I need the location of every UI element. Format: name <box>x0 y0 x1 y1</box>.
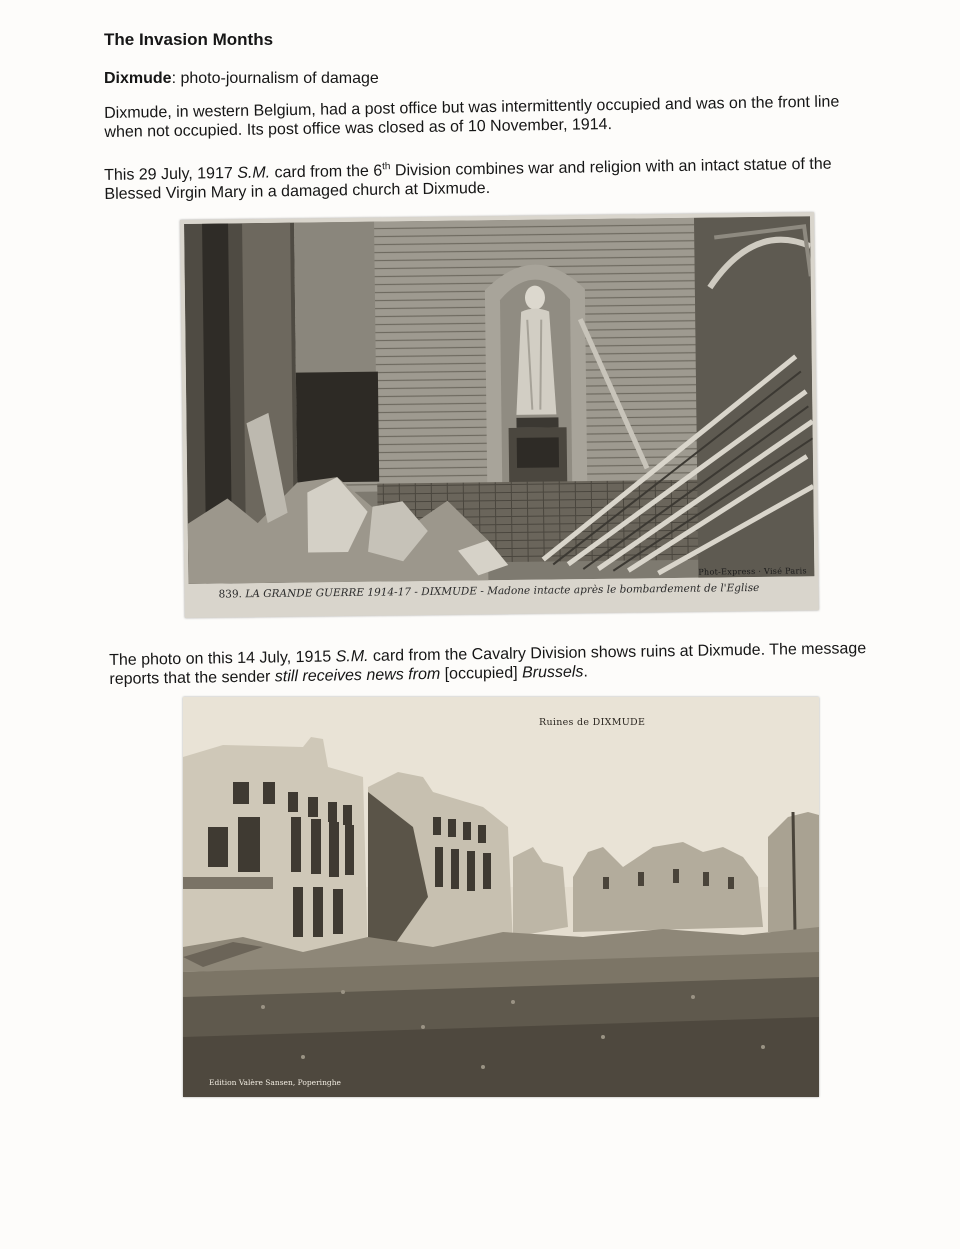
text: The photo on this 14 July, 1915 <box>109 648 336 669</box>
publisher-stamp: Phot-Express · Visé Paris <box>698 566 807 577</box>
text: . <box>583 663 588 681</box>
text: [occupied] <box>440 664 523 683</box>
intro-paragraph: Dixmude, in western Belgium, had a post office but was intermittently occupied and was on the front line when not occupied. Its post office was closed as of 10 November, 1914. <box>104 93 840 141</box>
postcard2-edition: Edition Valère Sansen, Poperinghe <box>209 1078 341 1087</box>
text-italic: still receives news from <box>274 665 441 686</box>
caption-text: LA GRANDE GUERRE 1914-17 - DIXMUDE - Madone intacte après le bombardement de l'Eglise <box>245 581 760 601</box>
postcard-madonna <box>180 212 819 618</box>
card1-description <box>104 154 865 204</box>
page-heading: The Invasion Months <box>104 30 274 49</box>
postcard-ruins <box>183 697 819 1097</box>
text-italic: S.M. <box>237 164 271 182</box>
text: card from the Cavalry Division shows ruins at Dixmude. The message reports that the sender <box>109 640 867 688</box>
text: This 29 July, 1917 <box>104 164 238 184</box>
postcard2-title: Ruines de DIXMUDE <box>539 717 646 728</box>
church-photo <box>184 216 814 584</box>
subheading-rest: : photo-journalism of damage <box>171 70 379 87</box>
subheading-place: Dixmude <box>104 70 172 87</box>
caption-number: 839. <box>218 588 243 601</box>
section-subheading <box>104 70 379 88</box>
text-italic: Brussels <box>521 663 584 682</box>
text: Division combines war and religion with an intact statue of the Blessed Virgin Mary in a damaged church at Dixmude. <box>104 155 832 203</box>
text-italic: S.M. <box>335 647 369 666</box>
text: card from the 6 <box>269 162 383 182</box>
ruins-photo <box>183 697 819 1097</box>
ordinal-sup: th <box>382 161 391 173</box>
card2-description <box>109 639 870 689</box>
postcard1-caption <box>218 566 809 601</box>
